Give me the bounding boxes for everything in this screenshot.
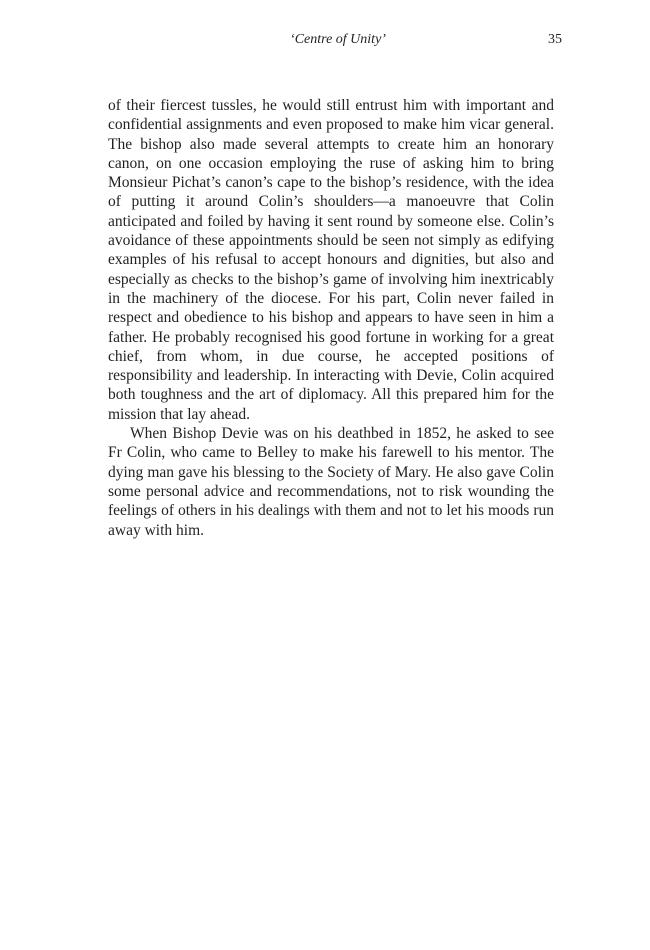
- paragraph: When Bishop Devie was on his deathbed in 1852, he asked to see Fr Colin, who came to Belley to make his farewell to his mentor. The dying man gave his blessing to the Society of Mary. He also gave Colin some personal advice and recommendations, not to risk wounding the feelings of others in his dealings with them and not to let his moods run away with him.: [108, 425, 554, 539]
- body-text: [108, 96, 554, 540]
- running-head: [0, 31, 650, 51]
- running-title: ‘Centre of Unity’: [290, 32, 386, 47]
- page-number: 35: [548, 32, 562, 47]
- paragraph: of their fiercest tussles, he would still entrust him with important and confidential assignments and even proposed to make him vicar general. The bishop also made several attempts to create him an honorary canon, on one occasion employing the ruse of asking him to bring Monsieur Pichat’s canon’s cape to the bishop’s residence, with the idea of putting it around Colin’s shoulders—a manoeuvre that Colin anticipated and foiled by having it sent round by someone else. Colin’s avoidance of these appointments should be seen not simply as edifying examples of his refusal to accept honours and dignities, but also and especially as checks to the bishop’s game of involving him inextricably in the machinery of the diocese. For his part, Colin never failed in respect and obedience to his bishop and appears to have seen in him a father. He probably recognised his good fortune in working for a great chief, from whom, in due course, he accepted positions of responsibility and leadership. In interacting with Devie, Colin acquired both toughness and the art of diplomacy. All this prepared him for the mission that lay ahead.: [108, 97, 554, 423]
